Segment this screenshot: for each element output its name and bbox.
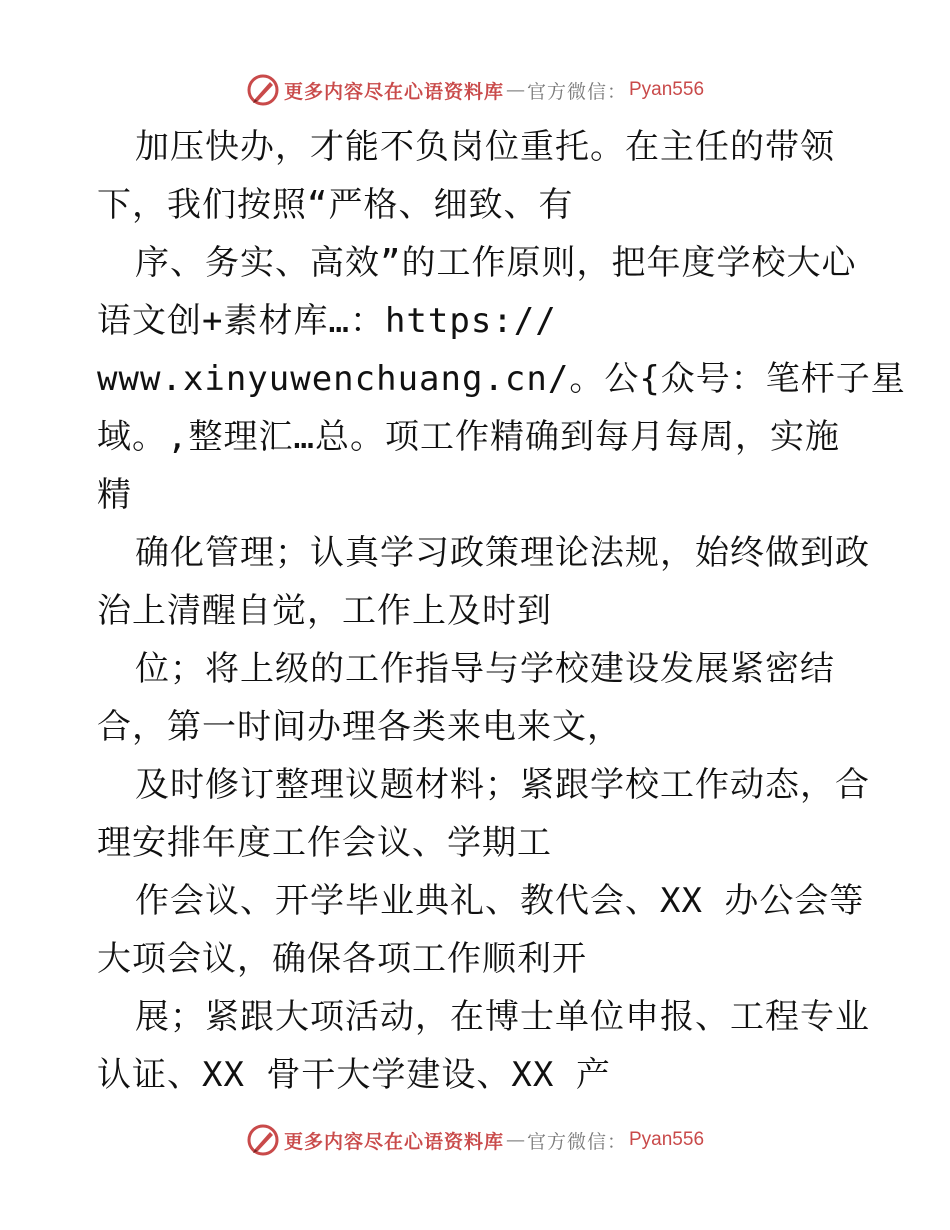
text-line: 加压快办，才能不负岗位重托。在主任的带领 — [135, 127, 835, 167]
watermark-brand: 更多内容尽在心语资料库 — [283, 80, 504, 103]
text-line: 下，我们按照“严格、细致、有 — [97, 185, 574, 225]
text-line: 域。,整理汇…总。项工作精确到每月每周，实施 — [97, 417, 840, 457]
watermark-brand: 更多内容尽在心语资料库 — [283, 1130, 504, 1153]
text-line: www.xinyuwenchuang.cn/。公{众号：笔杆子星 — [97, 359, 906, 399]
text-line: 精 — [97, 475, 132, 515]
text-line: 理安排年度工作会议、学期工 — [97, 823, 552, 863]
text-line: 展；紧跟大项活动，在博士单位申报、工程专业 — [135, 997, 870, 1037]
watermark-label: 官方微信： — [526, 1130, 627, 1153]
text-line: 序、务实、高效”的工作原则，把年度学校大心 — [135, 243, 857, 283]
watermark-separator: — — [505, 79, 525, 101]
watermark-wechat-id: Pyan556 — [629, 1129, 705, 1150]
footer-watermark — [0, 1120, 950, 1160]
text-line: 作会议、开学毕业典礼、教代会、XX 办公会等 — [135, 881, 865, 921]
document-body — [97, 118, 906, 1104]
text-line: 治上清醒自觉，工作上及时到 — [97, 591, 552, 631]
text-line: 大项会议，确保各项工作顺利开 — [97, 939, 587, 979]
text-line: 及时修订整理议题材料；紧跟学校工作动态，合 — [135, 765, 870, 805]
watermark-wechat-id: Pyan556 — [629, 79, 705, 100]
text-line: 认证、XX 骨干大学建设、XX 产 — [97, 1055, 611, 1095]
quill-logo-icon — [246, 1123, 280, 1157]
text-line: 语文创+素材库…：https:// — [97, 301, 557, 341]
header-watermark — [0, 70, 950, 110]
text-line: 合，第一时间办理各类来电来文， — [97, 707, 622, 747]
watermark-label: 官方微信： — [526, 80, 627, 103]
text-line: 位；将上级的工作指导与学校建设发展紧密结 — [135, 649, 835, 689]
text-line: 确化管理；认真学习政策理论法规，始终做到政 — [135, 533, 870, 573]
watermark-separator: — — [505, 1129, 525, 1151]
quill-logo-icon — [246, 73, 280, 107]
